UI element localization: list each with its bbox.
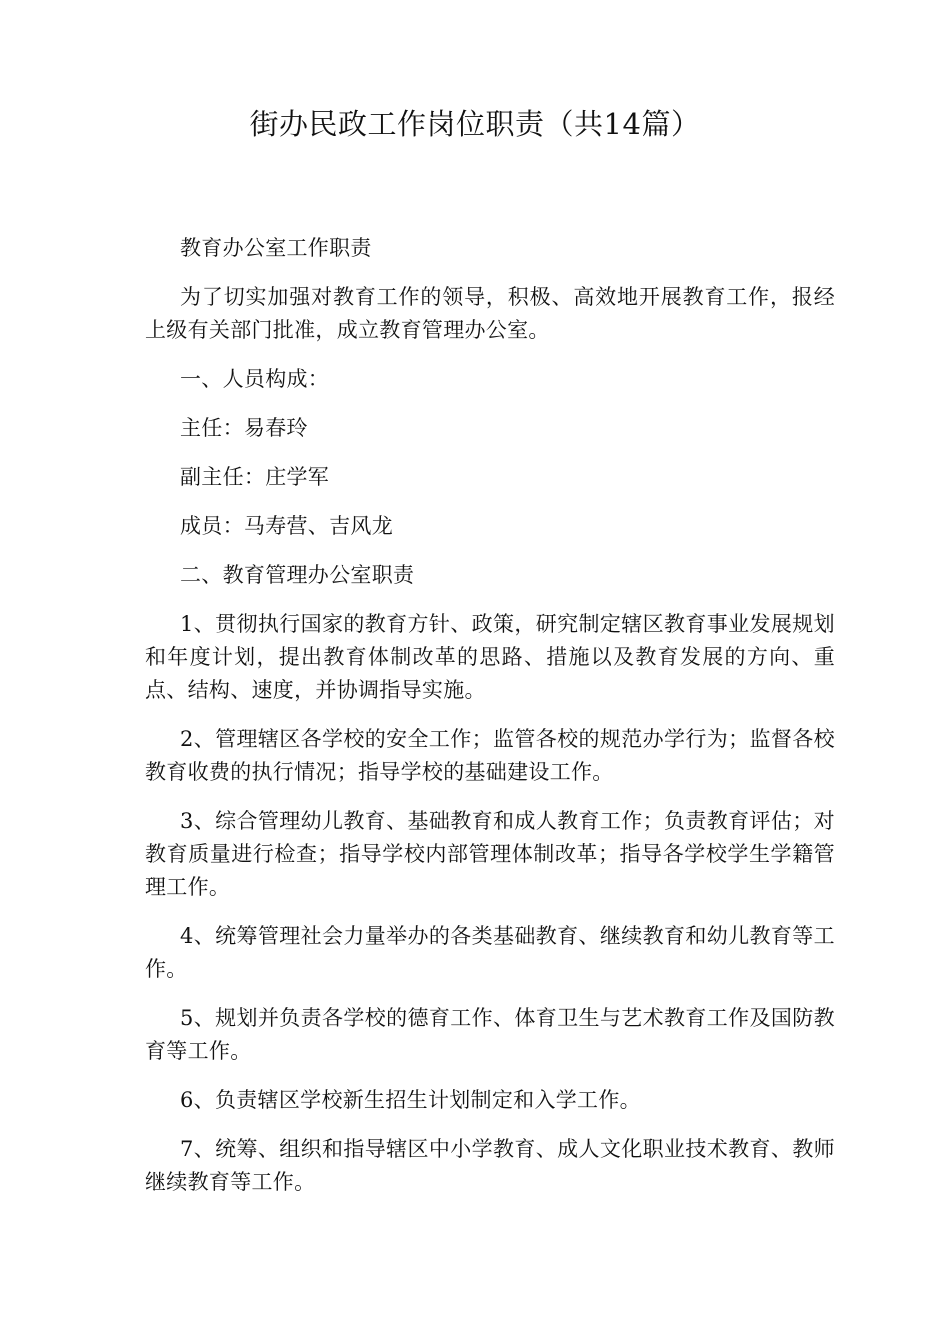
- section-heading-office-duties: 教育办公室工作职责: [180, 236, 372, 260]
- staff-members: 成员：马寿营、吉风龙: [180, 514, 393, 538]
- responsibility-item-1: 1、贯彻执行国家的教育方针、政策，研究制定辖区教育事业发展规划和年度计划，提出教育体制改革的思路、措施以及教育发展的方向、重点、结构、速度，并协调指导实施。: [145, 612, 835, 702]
- section-heading-responsibilities: 二、教育管理办公室职责: [180, 563, 415, 587]
- document-body: [145, 232, 835, 1215]
- responsibility-item-4: 4、统筹管理社会力量举办的各类基础教育、继续教育和幼儿教育等工作。: [145, 924, 835, 981]
- responsibility-item-6: 6、负责辖区学校新生招生计划制定和入学工作。: [180, 1088, 641, 1112]
- responsibility-item-5: 5、规划并负责各学校的德育工作、体育卫生与艺术教育工作及国防教育等工作。: [145, 1006, 835, 1063]
- staff-director: 主任：易春玲: [180, 416, 308, 440]
- responsibility-item-3: 3、综合管理幼儿教育、基础教育和成人教育工作；负责教育评估；对教育质量进行检查；指导学校内部管理体制改革；指导各学校学生学籍管理工作。: [145, 809, 835, 899]
- staff-deputy-director: 副主任：庄学军: [180, 465, 330, 489]
- section-heading-staff: 一、人员构成：: [180, 367, 330, 391]
- responsibility-item-7: 7、统筹、组织和指导辖区中小学教育、成人文化职业技术教育、教师继续教育等工作。: [145, 1137, 835, 1194]
- document-title: 街办民政工作岗位职责（共14篇）: [249, 107, 701, 141]
- responsibility-item-2: 2、管理辖区各学校的安全工作；监管各校的规范办学行为；监督各校教育收费的执行情况；指导学校的基础建设工作。: [145, 727, 835, 784]
- intro-paragraph: 为了切实加强对教育工作的领导，积极、高效地开展教育工作，报经上级有关部门批准，成立教育管理办公室。: [145, 285, 835, 342]
